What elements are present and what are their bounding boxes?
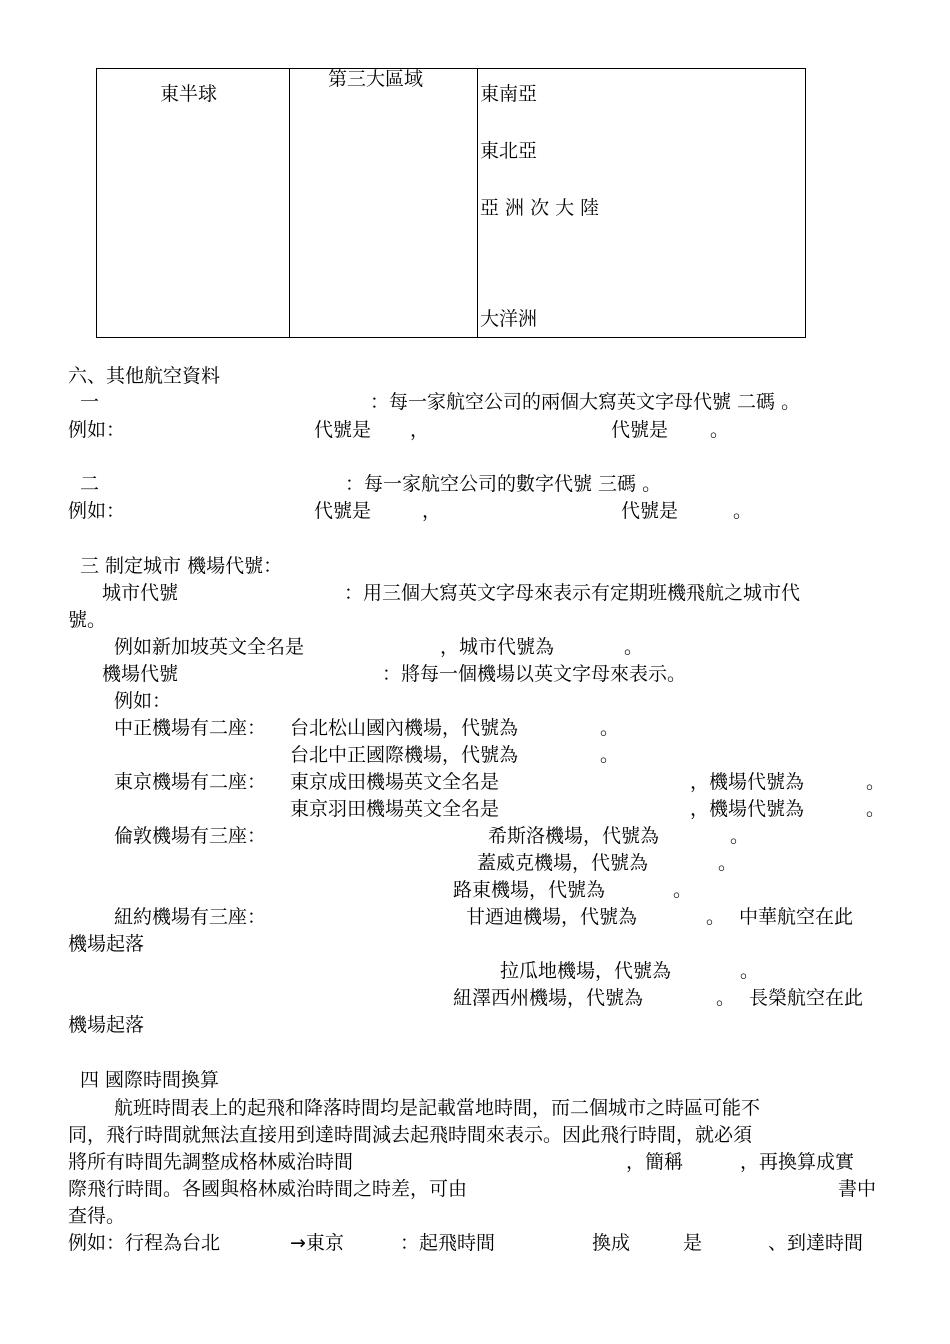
paragraph-line: 查得。 (68, 1205, 126, 1227)
airport-entry-end: 。 (730, 825, 750, 847)
paragraph-line: ，簡稱 (626, 1151, 684, 1173)
airport-entry: 台北松山國內機場，代號為 (290, 717, 519, 739)
airport-entry-end: 。 (866, 798, 886, 820)
airport-group-label: 中正機場有二座： (114, 717, 267, 739)
airport-note: 長榮航空在此 (749, 987, 864, 1009)
item-description: ：每一家航空公司的兩個大寫英文字母代號 二碼 。 (370, 391, 801, 413)
airport-entry: 紐澤西州機場，代號為 (453, 987, 644, 1009)
item-description: ：每一家航空公司的數字代號 三碼 。 (345, 473, 662, 495)
airport-entry: 台北中正國際機場，代號為 (290, 744, 519, 766)
airport-code-label: 機場代號 (102, 663, 179, 685)
example-text: 代號是 (314, 500, 372, 522)
paragraph-line: 航班時間表上的起飛和降落時間均是記載當地時間，而二個城市之時區可能不 (114, 1097, 761, 1119)
table-divider (477, 69, 478, 337)
section-title: 六、其他航空資料 (68, 365, 221, 387)
subregion-item: 東南亞 (480, 83, 538, 105)
airport-group-label: 紐約機場有三座： (114, 906, 267, 928)
airport-entry: 東京成田機場英文全名是 (290, 771, 500, 793)
example-label: 例如： (114, 690, 172, 712)
airport-entry: ，機場代號為 (690, 771, 805, 793)
paragraph-line: 同，飛行時間就無法直接用到達時間減去起飛時間來表示。因此飛行時間，就必須 (68, 1124, 753, 1146)
subregion-item: 東北亞 (480, 140, 538, 162)
time-example: 例如：行程為台北 (68, 1232, 221, 1254)
airport-entry: 東京羽田機場英文全名是 (290, 798, 500, 820)
airport-entry: 希斯洛機場，代號為 (488, 825, 660, 847)
example-label: 例如： (68, 500, 126, 522)
city-example: ，城市代號為 (440, 636, 555, 658)
airport-entry: 拉瓜地機場，代號為 (500, 960, 672, 982)
city-example: 。 (624, 636, 644, 658)
city-example: 例如新加坡英文全名是 (114, 636, 305, 658)
airport-entry-end: 。 (600, 744, 620, 766)
airport-entry: 路東機場，代號為 (453, 879, 606, 901)
example-text: 。 (733, 500, 753, 522)
airport-entry-end: 。 (706, 906, 726, 928)
airport-entry-end: 。 (718, 852, 738, 874)
subsection-title: 四 國際時間換算 (80, 1069, 220, 1091)
airport-note-cont: 機場起落 (68, 1014, 145, 1036)
time-example: 換成 (592, 1232, 631, 1254)
example-text: ， (422, 500, 442, 522)
paragraph-line: 書中 (838, 1178, 877, 1200)
example-label: 例如： (68, 419, 126, 441)
region-cell: 第三大區域 (328, 68, 424, 90)
paragraph-line: ，再換算成實 (740, 1151, 855, 1173)
city-code-label: 城市代號 (102, 582, 179, 604)
time-example: →東京 (290, 1232, 344, 1254)
city-code-desc-cont: 號。 (68, 609, 107, 631)
subregion-item: 大洋洲 (480, 308, 538, 330)
time-example: ：起飛時間 (400, 1232, 496, 1254)
airport-entry-end: 。 (740, 960, 760, 982)
airport-entry: ，機場代號為 (690, 798, 805, 820)
hemisphere-cell: 東半球 (160, 83, 218, 105)
city-code-desc: ：用三個大寫英文字母來表示有定期班機飛航之城市代 (344, 582, 801, 604)
item-number: 二 (80, 473, 100, 495)
airport-group-label: 東京機場有二座： (114, 771, 267, 793)
airport-entry: 蓋威克機場，代號為 (477, 852, 649, 874)
paragraph-line: 將所有時間先調整成格林威治時間 (68, 1151, 354, 1173)
subsection-title: 三 制定城市 機場代號： (80, 555, 283, 577)
airport-entry: 甘迺迪機場，代號為 (466, 906, 638, 928)
example-text: 代號是 (621, 500, 679, 522)
example-text: ， (410, 419, 430, 441)
subregion-item: 亞 洲 次 大 陸 (480, 197, 600, 219)
time-example: 是 (683, 1232, 703, 1254)
table-divider (289, 69, 290, 337)
item-number: 一 (80, 391, 100, 413)
airport-group-label: 倫敦機場有三座： (114, 825, 267, 847)
airport-entry-end: 。 (866, 771, 886, 793)
time-example: 、到達時間 (768, 1232, 864, 1254)
paragraph-line: 際飛行時間。各國與格林威治時間之時差，可由 (68, 1178, 468, 1200)
airport-entry-end: 。 (716, 987, 736, 1009)
region-table (96, 68, 806, 338)
example-text: 。 (710, 419, 730, 441)
airport-entry-end: 。 (600, 717, 620, 739)
airport-note-cont: 機場起落 (68, 933, 145, 955)
airport-note: 中華航空在此 (739, 906, 854, 928)
example-text: 代號是 (611, 419, 669, 441)
airport-code-desc: ：將每一個機場以英文字母來表示。 (382, 663, 687, 685)
example-text: 代號是 (314, 419, 372, 441)
airport-entry-end: 。 (673, 879, 693, 901)
